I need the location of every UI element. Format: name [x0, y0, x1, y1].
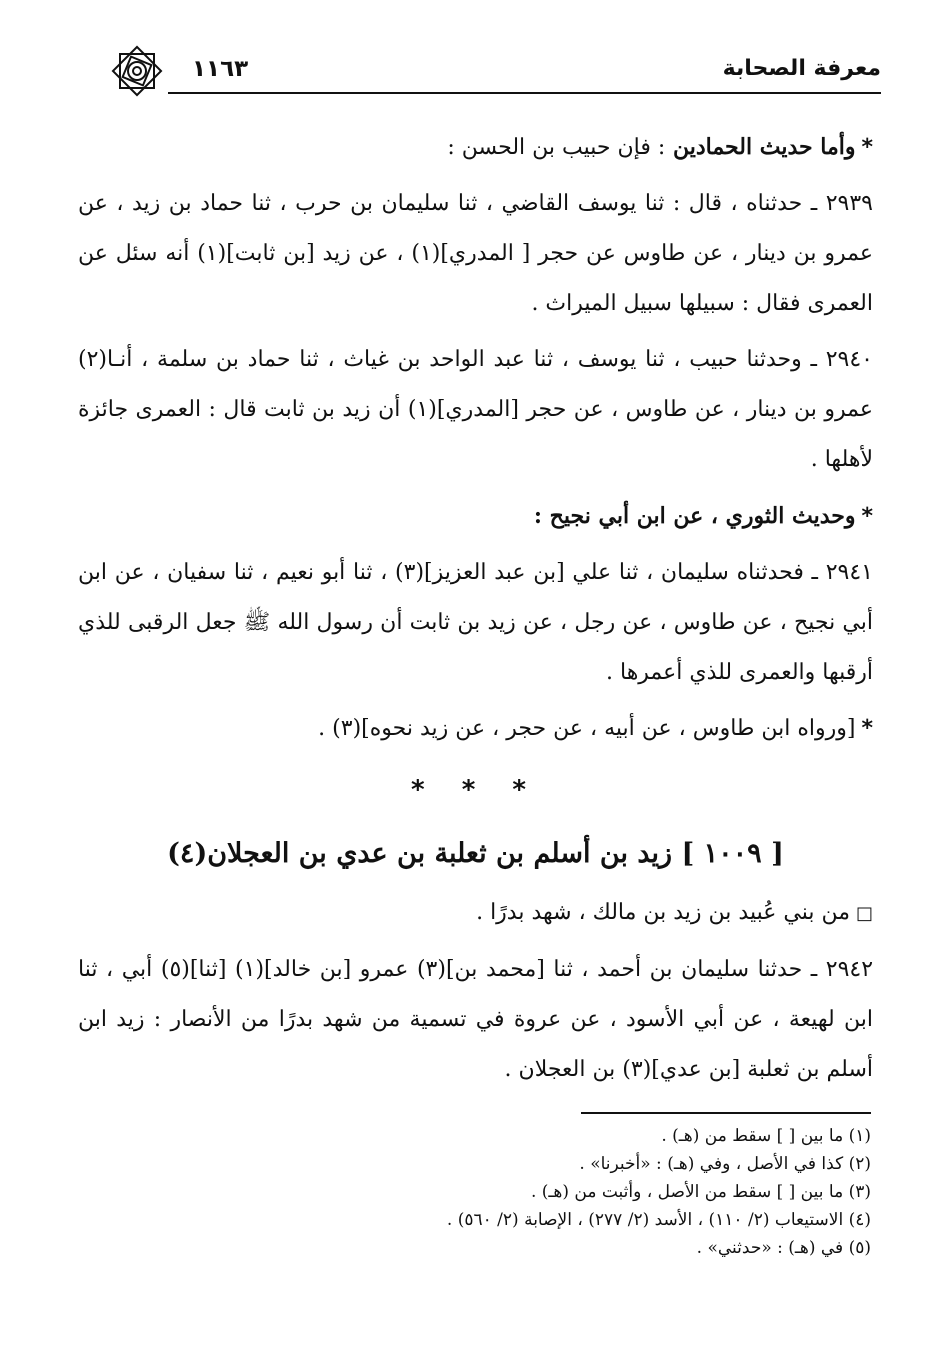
section-separator: * * *: [411, 775, 540, 805]
header-rule: [168, 92, 881, 94]
companion-intro-text: من بني عُبيد بن زيد بن مالك ، شهد بدرًا .: [476, 900, 850, 925]
heading-bold: وحديث الثوري ، عن ابن أبي نجيح :: [533, 503, 856, 529]
hadith-2939: ٢٩٣٩ ـ حدثناه ، قال : ثنا يوسف القاضي ، ثنا سليمان بن حرب ، ثنا حماد بن زيد ، عن عمرو بن دينار ، عن طاوس عن حجر [ المدري](١) ، عن زيد [بن ثابت](١) أنه سئل عن العمرى فقال : سبيلها سبيل الميراث .: [78, 191, 873, 316]
companion-intro: [78, 888, 873, 939]
narration-note: [78, 704, 873, 754]
footnotes: [78, 1122, 871, 1262]
star-marker: *: [861, 716, 873, 741]
ornament-icon: [106, 40, 168, 102]
hadith-2941: ٢٩٤١ ـ فحدثناه سليمان ، ثنا علي [بن عبد العزيز](٣) ، ثنا أبو نعيم ، ثنا سفيان ، عن ابن أبي نجيح ، عن طاوس ، عن رجل ، عن زيد بن ثابت أن رسول الله ﷺ جعل الرقبى للذي أرقبها والعمرى للذي أعمرها .: [78, 560, 873, 685]
footnote-rule: [581, 1112, 871, 1114]
square-marker: □: [855, 903, 873, 924]
footnote-4: (٤) الاستيعاب (٢/ ١١٠) ، الأسد (٢/ ٢٧٧) ، الإصابة (٢/ ٥٦٠) .: [446, 1210, 871, 1230]
heading-rest: : فإن حبيب بن الحسن :: [447, 135, 666, 160]
star-marker: *: [861, 504, 873, 529]
chapter-title: [ ١٠٠٩ ] زيد بن أسلم بن ثعلبة بن عدي بن العجلان(٤): [167, 838, 784, 869]
section-heading: [78, 122, 873, 173]
footnote-2: (٢) كذا في الأصل ، وفي (هـ) : «أخبرنا» .: [579, 1154, 871, 1174]
page-header: [100, 40, 881, 102]
narration-text: [ورواه ابن طاوس ، عن أبيه ، عن حجر ، عن زيد نحوه](٣) .: [318, 716, 856, 741]
heading-bold: وأما حديث الحمادين: [672, 134, 856, 160]
footnote-1: (١) ما بين [ ] سقط من (هـ) .: [661, 1126, 871, 1146]
page-number: ١١٦٣: [192, 56, 249, 82]
star-marker: *: [861, 135, 873, 160]
hadith-2940: ٢٩٤٠ ـ وحدثنا حبيب ، ثنا يوسف ، ثنا عبد الواحد بن غياث ، ثنا حماد بن سلمة ، أنـا(٢) عمرو بن دينار ، عن طاوس ، عن حجر [المدري](١) أن زيد بن ثابت قال : العمرى جائزة لأهلها .: [78, 347, 873, 472]
hadith-2942: ٢٩٤٢ ـ حدثنا سليمان بن أحمد ، ثنا [محمد بن](٣) عمرو [بن خالد](١) [ثنا](٥) أبي ، ثنا ابن لهيعة ، عن أبي الأسود ، عن عروة في تسمية من شهد بدرًا من الأنصار : زيد ابن أسلم بن ثعلبة [بن عدي](٣) بن العجلان .: [78, 957, 874, 1082]
footnote-3: (٣) ما بين [ ] سقط من الأصل ، وأثبت من (هـ) .: [530, 1182, 871, 1202]
section-heading-thawri: [78, 491, 873, 542]
main-text: [78, 122, 873, 1101]
book-title: معرفة الصحابة: [722, 56, 881, 81]
footnote-5: (٥) في (هـ) : «حدثني» .: [696, 1238, 871, 1258]
